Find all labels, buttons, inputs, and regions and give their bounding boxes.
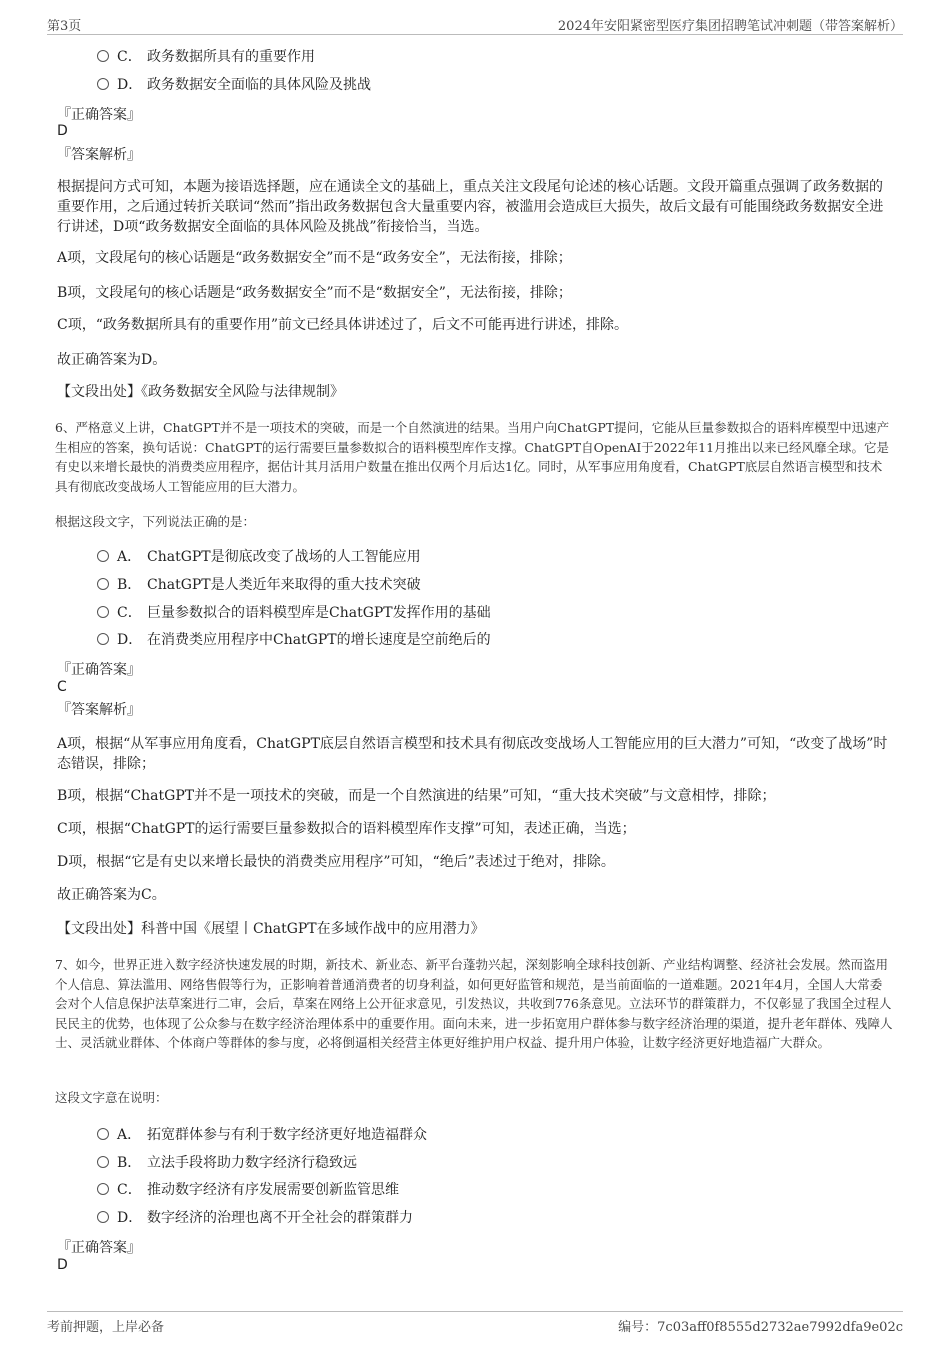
q7-option-d[interactable]: D． 数字经济的治理也离不开全社会的群策群力 bbox=[97, 1208, 413, 1228]
q6-conclusion: 故正确答案为C。 bbox=[57, 887, 166, 903]
page-footer bbox=[47, 1311, 903, 1342]
q5-analysis-paragraph: 根据提问方式可知，本题为接语选择题，应在通读全文的基础上，重点关注文段尾句论述的核心话题。文段开篇重点强调了政务数据的重要作用，之后通过转折关联词“然而”指出政务数据包含大量重要内容，被滥用会造成巨大损失，故后文最有可能围绕政务数据安全进行讲述，D项“政务数据安全面临的具体风险及挑战”衔接恰当，当选。 bbox=[57, 179, 884, 235]
q6-source: 【文段出处】科普中国《展望丨ChatGPT在多域作战中的应用潜力》 bbox=[57, 921, 485, 937]
q6-analysis-label: 『答案解析』 bbox=[57, 702, 141, 718]
q7-answer: D bbox=[57, 1257, 68, 1273]
q7-prompt: 这段文字意在说明： bbox=[55, 1090, 168, 1105]
document-title: 2024年安阳紧密型医疗集团招聘笔试冲刺题（带答案解析） bbox=[557, 19, 903, 34]
q6-option-b[interactable]: B． ChatGPT是人类近年来取得的重大技术突破 bbox=[97, 575, 421, 595]
q5-option-c[interactable]: C． 政务数据所具有的重要作用 bbox=[97, 47, 315, 67]
q7-passage: 7、如今，世界正进入数字经济快速发展的时期，新技术、新业态、新平台蓬勃兴起，深刻影响全球科技创新、产业结构调整、经济社会发展。然而盗用个人信息、算法滥用、网络售假等行为，正影响着普通消费者的切身利益，如何更好监管和规范，是当前面临的一道难题。2021年4月，全国人大常委会对个人信息保护法草案进行二审，会后，草案在网络上公开征求意见，引发热议，共收到776条意见。立法环节的群策群力，不仅彰显了我国全过程人民民主的优势，也体现了公众参与在数字经济治理体系中的重要作用。面向未来，进一步拓宽用户群体参与数字经济治理的渠道，提升老年群体、残障人士、灵活就业群体、个体商户等群体的参与度，必将倒逼相关经营主体更好维护用户权益、提升用户体验，让数字经济更好地造福广大群众。 bbox=[55, 957, 893, 1050]
radio-icon[interactable] bbox=[97, 50, 109, 62]
q7-option-b[interactable]: B． 立法手段将助力数字经济行稳致远 bbox=[97, 1153, 357, 1173]
radio-icon[interactable] bbox=[97, 578, 109, 590]
q5-source: 【文段出处】《政务数据安全风险与法律规制》 bbox=[57, 384, 344, 400]
q5-conclusion: 故正确答案为D。 bbox=[57, 352, 167, 368]
q5-answer: D bbox=[57, 123, 68, 139]
radio-icon[interactable] bbox=[97, 633, 109, 645]
q6-answer: C bbox=[57, 679, 67, 695]
q6-answer-label: 『正确答案』 bbox=[57, 662, 141, 678]
q6-prompt: 根据这段文字，下列说法正确的是： bbox=[55, 514, 256, 529]
q6-analysis-c: C项，根据“ChatGPT的运行需要巨量参数拟合的语料模型库作支撑”可知，表述正确，当选； bbox=[57, 821, 636, 837]
q6-option-a[interactable]: A． ChatGPT是彻底改变了战场的人工智能应用 bbox=[97, 547, 421, 567]
q6-passage: 6、严格意义上讲，ChatGPT并不是一项技术的突破，而是一个自然演进的结果。当用户向ChatGPT提问，它能从巨量参数拟合的语料库模型中迅速产生相应的答案，换句话说：ChatGPT的运行需要巨量参数拟合的语料模型库作支撑。ChatGPT自OpenAI于2022年11月推出以来已经风靡全球。它是有史以来增长最快的消费类应用程序，据估计其月活用户数量在推出仅两个月后达1亿。同时，从军事应用角度看，ChatGPT底层自然语言模型和技术具有彻底改变战场人工智能应用的巨大潜力。 bbox=[55, 420, 890, 494]
radio-icon[interactable] bbox=[97, 1128, 109, 1140]
radio-icon[interactable] bbox=[97, 1183, 109, 1195]
q7-option-c[interactable]: C． 推动数字经济有序发展需要创新监管思维 bbox=[97, 1180, 399, 1200]
q6-option-c[interactable]: C． 巨量参数拟合的语料模型库是ChatGPT发挥作用的基础 bbox=[97, 603, 491, 623]
radio-icon[interactable] bbox=[97, 1211, 109, 1223]
q7-option-a[interactable]: A． 拓宽群体参与有利于数字经济更好地造福群众 bbox=[97, 1125, 427, 1145]
radio-icon[interactable] bbox=[97, 606, 109, 618]
footer-slogan: 考前押题，上岸必备 bbox=[47, 1320, 165, 1335]
radio-icon[interactable] bbox=[97, 1156, 109, 1168]
q6-analysis-a: A项，根据“从军事应用角度看，ChatGPT底层自然语言模型和技术具有彻底改变战场人工智能应用的巨大潜力”可知，“改变了战场”时态错误，排除； bbox=[57, 736, 888, 772]
q5-analysis-c: C项，“政务数据所具有的重要作用”前文已经具体讲述过了，后文不可能再进行讲述，排除。 bbox=[57, 317, 629, 333]
q5-answer-label: 『正确答案』 bbox=[57, 107, 141, 123]
q5-option-d[interactable]: D． 政务数据安全面临的具体风险及挑战 bbox=[97, 75, 371, 95]
q6-analysis-d: D项，根据“它是有史以来增长最快的消费类应用程序”可知，“绝后”表述过于绝对，排除。 bbox=[57, 854, 615, 870]
q6-option-d[interactable]: D． 在消费类应用程序中ChatGPT的增长速度是空前绝后的 bbox=[97, 630, 491, 650]
q5-analysis-b: B项，文段尾句的核心话题是“政务数据安全”而不是“数据安全”，无法衔接，排除； bbox=[57, 285, 572, 301]
radio-icon[interactable] bbox=[97, 78, 109, 90]
page-number: 第3页 bbox=[47, 19, 82, 34]
q6-analysis-b: B项，根据“ChatGPT并不是一项技术的突破，而是一个自然演进的结果”可知，“重大技术突破”与文意相悖，排除； bbox=[57, 788, 776, 804]
q5-analysis-label: 『答案解析』 bbox=[57, 147, 141, 163]
radio-icon[interactable] bbox=[97, 550, 109, 562]
document-id: 编号：7c03aff0f8555d2732ae7992dfa9e02c bbox=[618, 1320, 903, 1335]
q7-answer-label: 『正确答案』 bbox=[57, 1240, 141, 1256]
page-header bbox=[47, 12, 903, 35]
q5-analysis-a: A项，文段尾句的核心话题是“政务数据安全”而不是“政务安全”，无法衔接，排除； bbox=[57, 250, 572, 266]
